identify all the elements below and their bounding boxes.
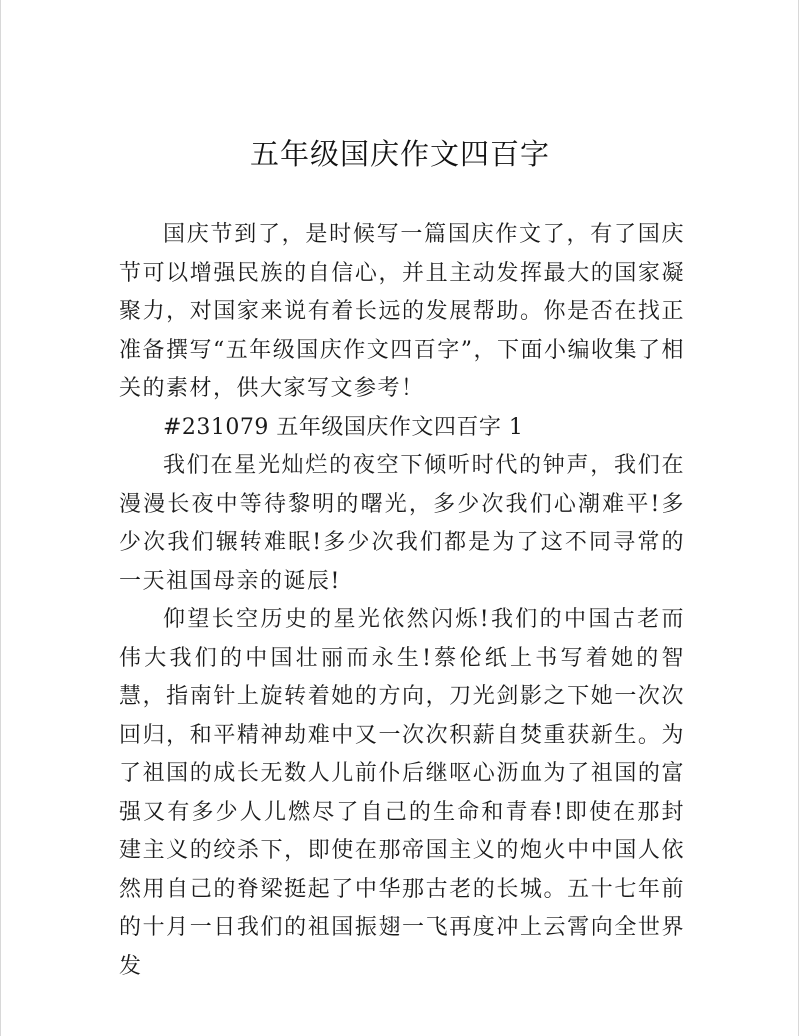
intro-paragraph: 国庆节到了，是时候写一篇国庆作文了，有了国庆节可以增强民族的自信心，并且主动发挥最大的国家凝聚力，对国家来说有着长远的发展帮助。你是否在找正准备撰写“五年级国庆作文四百字”，下面小编收集了相关的素材，供大家写文参考！ (119, 222, 685, 401)
body-paragraph: 我们在星光灿烂的夜空下倾听时代的钟声，我们在漫漫长夜中等待黎明的曙光，多少次我们心潮难平!多少次我们辗转难眠!多少次我们都是为了这不同寻常的一天祖国母亲的诞辰! (119, 453, 685, 594)
document-title: 五年级国庆作文四百字 (249, 137, 550, 171)
section-heading: #231079 五年级国庆作文四百字 1 (163, 414, 524, 440)
body-paragraph: 仰望长空历史的星光依然闪烁!我们的中国古老而伟大我们的中国壮丽而永生!蔡伦纸上书写着她的智慧，指南针上旋转着她的方向，刀光剑影之下她一次次回归，和平精神劫难中又一次次积薪自焚重获新生。为了祖国的成长无数人儿前仆后继呕心沥血为了祖国的富强又有多少人儿燃尽了自己的生命和青春!即使在那封建主义的绞杀下，即使在那帝国主义的炮火中中国人依然用自己的脊梁挺起了中华那古老的长城。五十七年前的十月一日我们的祖国振翅一飞再度冲上云霄向全世界发 (119, 607, 685, 979)
document-body (119, 216, 685, 986)
